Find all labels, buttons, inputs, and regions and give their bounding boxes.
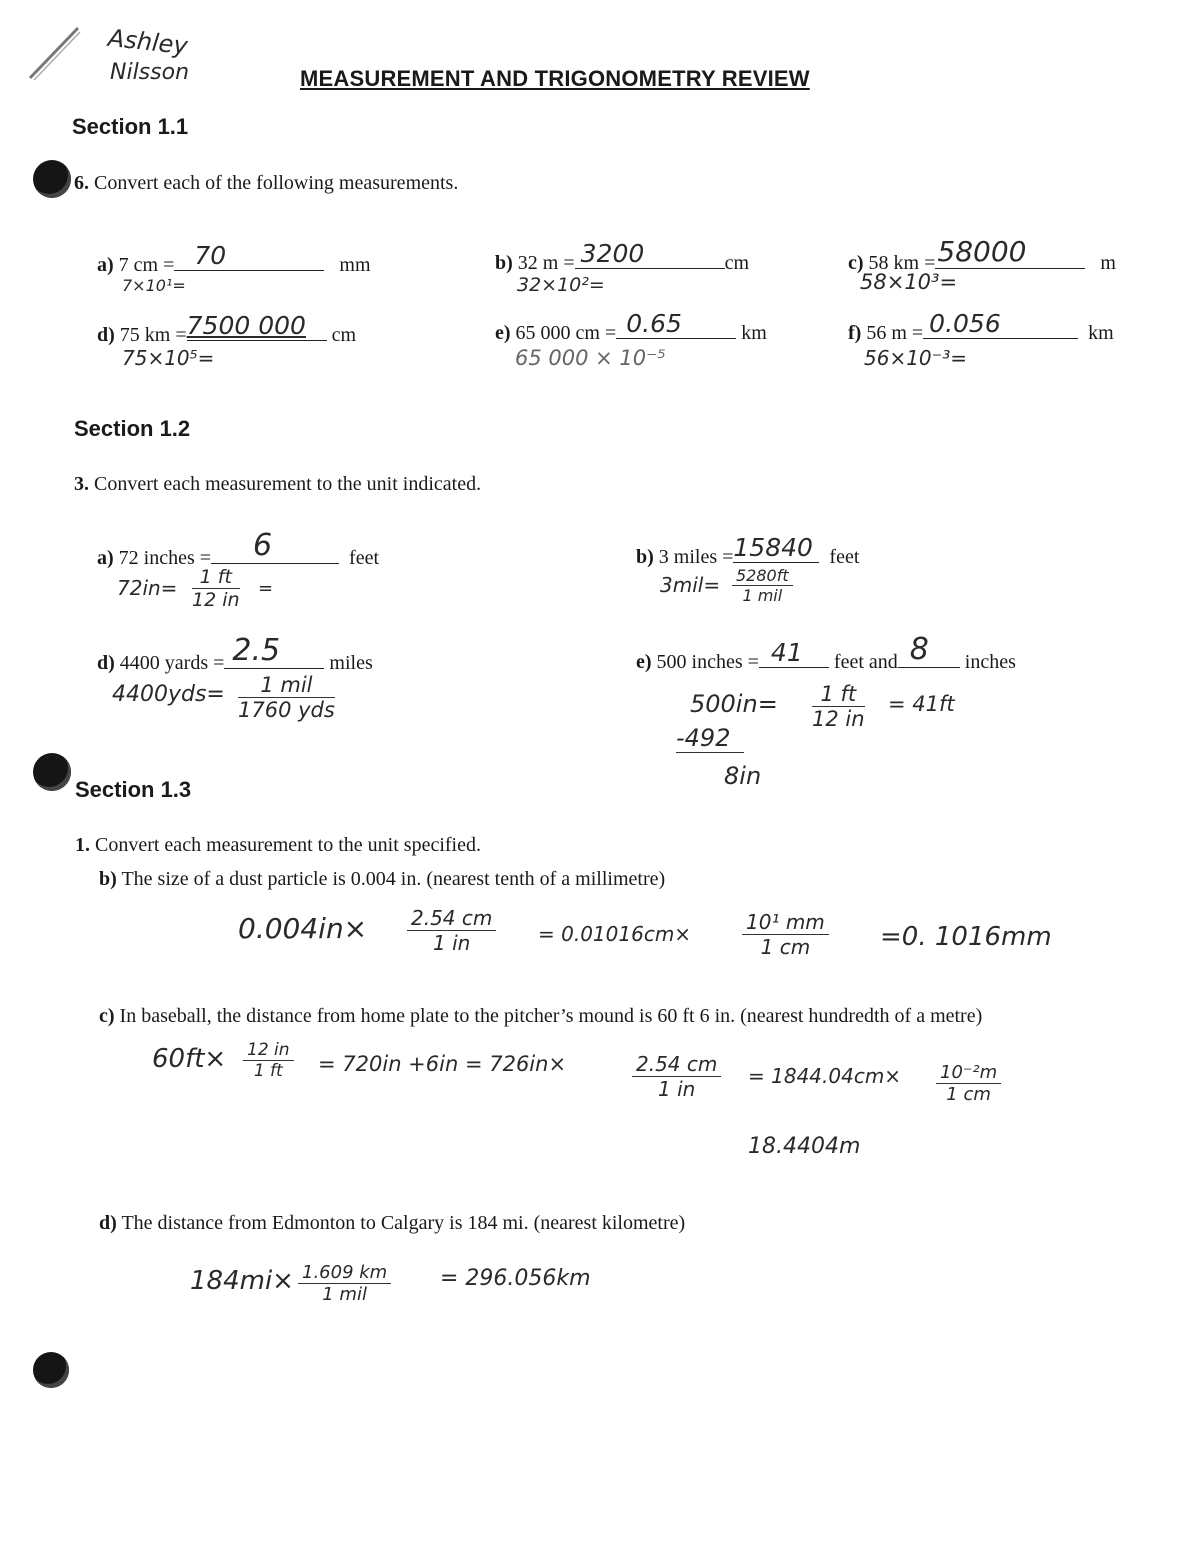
answer-s12-b: 15840 [733,533,813,562]
s11-item-f: f) 56 m = 0.056 km [848,309,1114,344]
section-1-3-heading: Section 1.3 [75,777,192,802]
s12-item-b: b) 3 miles = 15840 feet [636,533,860,568]
answer-s11-a: 70 [194,241,227,270]
work-s13-d-2: = 296.056km [440,1266,591,1291]
student-name-first: Ashley [106,23,190,61]
s13-question: 1. Convert each measurement to the unit specified. [75,834,481,856]
work-s13-c-1: 60ft× [152,1044,227,1074]
bullet-mark [33,753,71,791]
work-s12-d-left: 4400yds= [112,682,225,707]
answer-s12-a: 6 [253,528,273,563]
s13-item-b: b) The size of a dust particle is 0.004 in. (nearest tenth of a millimetre) [99,868,666,890]
work-s13-c-fraction-1: $\frac{12 in}{1 ft}$ [243,1040,294,1081]
s11-item-c: c) 58 km = 58000 m [848,235,1116,274]
work-s11-e: 65 000 × 10⁻⁵ [515,346,666,370]
work-s12-a-fraction: $\frac{1 ft}{12 in}$ [192,566,240,611]
work-s13-c-result: 18.4404m [748,1134,861,1159]
s12-item-a: a) 72 inches = 6 feet [97,528,380,569]
s11-question: 6. Convert each of the following measurements. [74,172,459,194]
answer-s12-e: 41 [770,638,803,667]
work-s13-c-fraction-2: $\frac{2.54 cm}{1 in}$ [632,1052,721,1101]
work-s12-a-right: = [258,578,274,599]
answer-s11-d: 7500 000 [186,311,306,340]
work-s12-b-fraction: 5280ft 1 mil [732,566,793,605]
answer-s11-e: 0.65 [626,309,682,338]
page-title: MEASUREMENT AND TRIGONOMETRY REVIEW [300,66,810,91]
work-s11-a: 7×10¹= [122,276,186,295]
work-s13-c-3: = 1844.04cm× [748,1064,902,1088]
work-s13-c-2: = 720in +6in = 726in× [318,1052,567,1076]
work-s12-e-fraction: $\frac{1 ft}{12 in}$ [812,682,865,731]
work-s12-e-remainder: 8in [724,762,762,790]
bullet-mark [33,160,71,198]
work-s13-d-1: 184mi× [190,1266,294,1296]
answer-s11-b: 3200 [580,239,645,268]
work-s13-b-fraction-2: $\frac{\text{10¹ mm}}{1 cm}$ [742,910,829,959]
answer-s11-c: 58000 [937,235,1027,268]
answer-s12-d: 2.5 [232,633,281,668]
answer-s12-e-inches: 8 [909,632,929,667]
student-name-last: Nilsson [110,60,190,85]
work-s12-e-left: 500in= [690,690,778,718]
work-s12-a-left: 72in= [117,576,178,600]
work-s13-b-1: 0.004in× [238,912,368,945]
work-s12-b-left: 3mil= [660,573,721,597]
bullet-mark [33,1352,69,1388]
s13-item-c: c) In baseball, the distance from home plate to the pitcher’s mound is 60 ft 6 in. (nearest hundredth of a metre) [99,1005,983,1027]
work-s12-e-right: = 41ft [888,692,955,716]
section-1-1-heading: Section 1.1 [72,114,189,139]
section-1-2-heading: Section 1.2 [74,416,191,441]
s12-question: 3. Convert each measurement to the unit indicated. [74,473,482,495]
work-s11-b: 32×10²= [517,274,605,296]
s13-item-d: d) The distance from Edmonton to Calgary is 184 mi. (nearest kilometre) [99,1212,686,1234]
s11-item-d: d) 75 km = 7500 000 cm [97,311,357,346]
s12-item-e: e) 500 inches = 41 feet and 8 inches [636,632,1016,673]
work-s12-e-subtract: -492 [676,724,744,753]
work-s11-f: 56×10⁻³= [864,346,967,370]
s11-item-e: e) 65 000 cm = 0.65 km [495,309,767,344]
s11-item-b: b) 32 m = 3200 cm [495,239,750,274]
work-s13-b-fraction-1: $\frac{2.54 cm}{1 in}$ [407,906,496,955]
work-s11-c: 58×10³= [860,270,958,294]
work-s13-b-3: =0. 1016mm [880,922,1052,952]
work-s13-c-fraction-3: $\frac{\text{10⁻²m}}{1 cm}$ [936,1062,1001,1105]
pencil-stroke-mark [26,24,82,82]
s12-item-d: d) 4400 yards = 2.5 miles [97,633,373,674]
answer-s11-f: 0.056 [929,309,1001,338]
work-s12-d-fraction: 1 mil 1760 yds [238,673,335,722]
s11-item-a: a) 7 cm = 70 mm [97,241,371,276]
work-s13-d-fraction-1: 1.609 km 1 mil [298,1262,391,1305]
work-s13-b-2: = 0.01016cm× [538,922,692,946]
work-s11-d: 75×10⁵= [122,346,215,370]
